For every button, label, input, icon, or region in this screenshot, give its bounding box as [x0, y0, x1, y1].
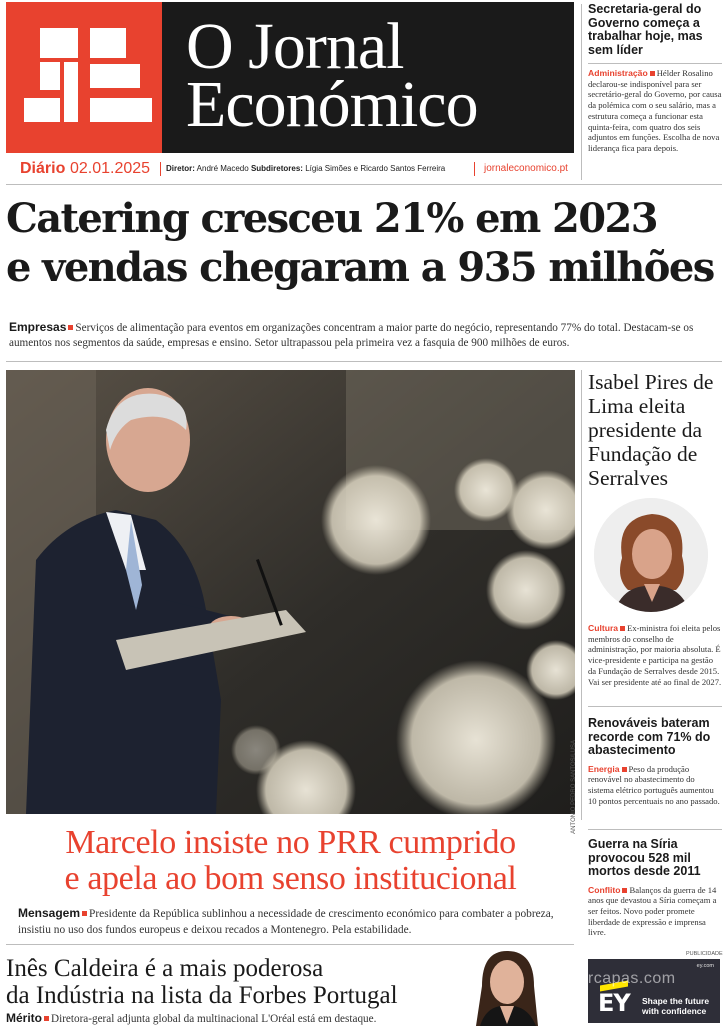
issue-date: 02.01.2025	[70, 160, 151, 177]
watermark: vercapas.com	[570, 970, 676, 987]
column-divider	[581, 4, 582, 180]
sidebar-story-renovaveis[interactable]	[588, 717, 722, 806]
ad-url: ey.com	[696, 963, 714, 969]
sidebar-body	[588, 885, 722, 939]
title-line-2: Económico	[186, 68, 478, 141]
subdirectors-names: Lígia Simões e Ricardo Santos Ferreira	[305, 164, 446, 173]
ines-caldeira-portrait	[452, 946, 562, 1026]
section-tag: Mérito	[6, 1011, 42, 1025]
bullet-square-icon	[68, 325, 73, 330]
bottom-headline-line-2: da Indústria na lista da Forbes Portugal	[6, 982, 398, 1009]
bottom-story-lead	[6, 1011, 446, 1026]
ad-tagline-2: with confidence	[642, 1006, 707, 1016]
divider	[588, 706, 722, 707]
bullet-square-icon	[44, 1016, 49, 1021]
advertising-label: PUBLICIDADE	[686, 951, 723, 957]
website-link[interactable]: jornaleconomico.pt	[484, 163, 568, 174]
photo-illustration	[6, 370, 575, 814]
masthead-title[interactable]	[162, 2, 574, 153]
sidebar-headline: Guerra na Síria provocou 528 mil mortos desde 2011	[588, 837, 701, 878]
sidebar-story-siria[interactable]	[588, 838, 722, 938]
bottom-headline-line-1: Inês Caldeira é a mais poderosa	[6, 955, 324, 982]
photo-credit: ANTÓNIO PEDRO SANTOS/LUSA	[571, 740, 577, 834]
ey-logo: EY	[598, 989, 630, 1017]
bullet-square-icon	[82, 911, 87, 916]
bullet-square-icon	[622, 888, 627, 893]
section-tag: Empresas	[9, 320, 67, 334]
photo-headline-line-1: Marcelo insiste no PRR cumprido	[65, 824, 516, 861]
photo-story-lead	[18, 906, 563, 938]
ad-tagline-1: Shape the future	[642, 996, 710, 1006]
divider	[6, 184, 722, 185]
dateline	[6, 158, 574, 184]
sidebar-body	[588, 764, 722, 807]
bullet-square-icon	[620, 626, 625, 631]
president-speech-photo	[6, 370, 575, 814]
newspaper-logo	[6, 2, 162, 153]
divider	[588, 63, 722, 64]
director-label: Diretor:	[166, 164, 195, 173]
sidebar-headline: Renováveis bateram recorde com 71% do abastecimento	[588, 716, 711, 757]
portrait-illustration	[452, 946, 562, 1026]
frequency: Diário	[20, 160, 66, 177]
lead-text: Presidente da República sublinhou a necessidade de crescimento económico para combater a pobreza, insistiu no uso dos fundos europeus e deixou recados a Montenegro. Pela estabilidade.	[18, 908, 554, 936]
sidebar-text: Hélder Rosalino declarou-se indisponível para ser secretário-geral do Governo, por causa da polémica com o seu salário, mas a estrutura começa a funcionar esta quinta-feira, com quatro dos seis adjuntos em funções. Escolha de nova liderança fica para depois.	[588, 68, 722, 153]
photo-headline-line-2: e apela ao bom senso institucional	[64, 860, 517, 897]
section-tag: Energia	[588, 763, 620, 774]
ey-advertisement[interactable]	[588, 959, 720, 1023]
column-divider	[581, 370, 582, 820]
lead-text: Serviços de alimentação para eventos em organizações concentram a maior parte do negócio, representando 77% do total. Destacam-se os aumentos nos segmentos da saúde, empresas e ensino. Setor ultrapassou pela primeira vez a fasquia de 900 milhões de euros.	[9, 322, 694, 349]
lead-text: Diretora-geral adjunta global da multinacional L'Oréal está em destaque.	[51, 1013, 377, 1025]
editorial-credits	[166, 164, 445, 173]
sidebar-story-secretaria[interactable]	[588, 3, 722, 154]
sidebar-body	[588, 68, 722, 154]
sidebar-text: Balanços da guerra de 14 anos que devastou a Síria começam a ser feitos. Novo poder promete liberdade de expressão e imprensa livre.	[588, 884, 717, 938]
sidebar-story-isabel	[588, 623, 722, 687]
divider	[6, 361, 722, 362]
headline-line-2: e vendas chegaram a 935 milhões	[6, 244, 714, 291]
bullet-square-icon	[622, 767, 627, 772]
section-tag: Administração	[588, 68, 648, 78]
sidebar-text: Peso da produção renovável no abastecimento do sistema elétrico português aumentou 10 pontos percentuais no ano passado.	[588, 763, 720, 806]
director-name: André Macedo	[196, 164, 249, 173]
main-headline[interactable]	[6, 194, 718, 292]
bullet-square-icon	[650, 71, 655, 76]
bottom-story-headline[interactable]	[6, 955, 446, 1009]
sidebar-text: Ex-ministra foi eleita pelos membros do conselho de administração, por maioria absoluta. É vice-presidente e participa na gestão da Fundação de Serralves desde 2015. Vai ser presidente até ao final de 2027.	[588, 623, 722, 687]
divider	[6, 944, 574, 945]
isabel-headline[interactable]: Isabel Pires de Lima eleita presidente da Fundação de Serralves	[588, 370, 714, 490]
section-tag: Conflito	[588, 884, 621, 895]
separator	[474, 162, 475, 176]
section-tag: Cultura	[588, 623, 619, 633]
sidebar-body	[588, 623, 722, 687]
separator	[160, 162, 161, 176]
headline-line-1: Catering cresceu 21% em 2023	[6, 195, 657, 242]
main-lead	[9, 320, 721, 351]
subdirectors-label: Subdiretores:	[250, 164, 303, 173]
title-line-1: O Jornal	[186, 10, 404, 83]
sidebar-headline: Secretaria-geral do Governo começa a trabalhar hoje, mas sem líder	[588, 2, 703, 57]
isabel-portrait	[594, 498, 708, 612]
section-tag: Mensagem	[18, 906, 81, 920]
portrait-illustration	[594, 498, 708, 612]
divider	[588, 829, 722, 830]
photo-story-headline[interactable]	[6, 825, 575, 897]
